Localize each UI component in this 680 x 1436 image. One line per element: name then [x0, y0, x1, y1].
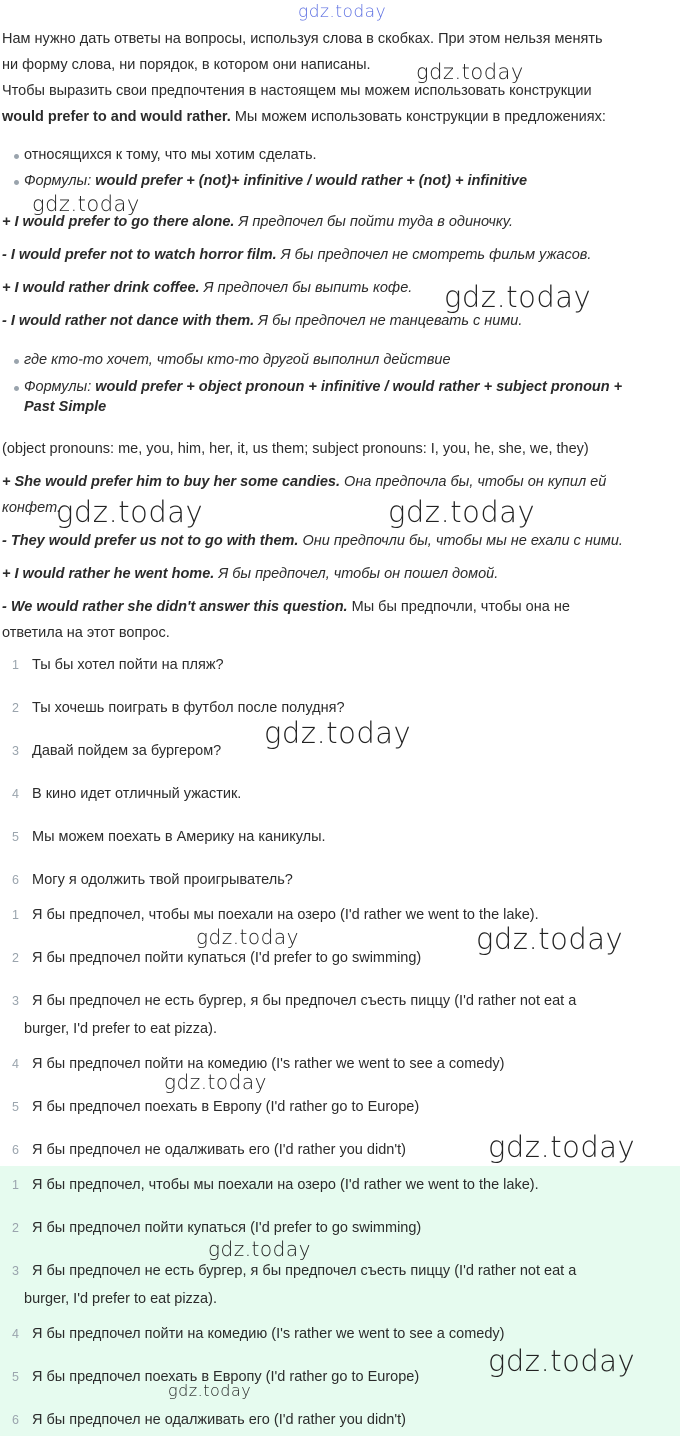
list-item: [0, 827, 680, 847]
example-en: - I would rather not dance with them.: [2, 313, 255, 329]
example: [2, 474, 606, 490]
item-number: 5: [12, 1370, 19, 1384]
item-text: Я бы предпочел не одалживать его (I'd rather you didn't): [32, 1412, 406, 1428]
item-text: В кино идет отличный ужастик.: [32, 786, 242, 802]
example: [2, 247, 591, 263]
example-en: - We would rather she didn't answer this question.: [2, 599, 348, 615]
bullet-dot: [14, 359, 19, 364]
list-item: [0, 1410, 680, 1430]
watermark: gdz.today: [488, 1130, 636, 1164]
watermark: gdz.today: [56, 495, 204, 529]
example: [2, 566, 498, 582]
example-ru: Я бы предпочел, чтобы он пошел домой.: [214, 566, 499, 582]
bullet-dot: [14, 154, 19, 159]
example-ru: ответила на этот вопрос.: [2, 625, 170, 641]
example: [2, 280, 412, 296]
watermark: gdz.today: [488, 1344, 636, 1378]
example-ru: Она предпочла бы, чтобы он купил ей: [340, 474, 607, 490]
watermark: gdz.today: [196, 925, 299, 949]
formula-label: Формулы:: [24, 173, 92, 189]
item-number: 1: [12, 1178, 19, 1192]
item-text: Я бы предпочел пойти на комедию (I's rather we went to see a comedy): [32, 1326, 505, 1342]
bullet-dot: [14, 386, 19, 391]
example-ru: Они предпочли бы, чтобы мы не ехали с ними.: [298, 533, 623, 549]
watermark: gdz.today: [264, 716, 412, 750]
example-en: - They would prefer us not to go with them.: [2, 533, 299, 549]
intro-text: Мы можем использовать конструкции в предложениях:: [230, 109, 606, 125]
example-en: + She would prefer him to buy her some candies.: [2, 474, 341, 490]
item-text: Я бы предпочел пойти купаться (I'd prefer to go swimming): [32, 1220, 422, 1236]
watermark: gdz.today: [32, 192, 140, 216]
example: [2, 533, 623, 549]
item-number: 4: [12, 787, 19, 801]
bullet-text: относящихся к тому, что мы хотим сделать.: [24, 147, 317, 163]
example-en: + I would rather he went home.: [2, 566, 215, 582]
item-text: Я бы предпочел не одалживать его (I'd rather you didn't): [32, 1142, 406, 1158]
list-item: [0, 1324, 680, 1344]
item-text: Ты хочешь поиграть в футбол после полудня?: [32, 700, 345, 716]
item-text: Могу я одолжить твой проигрыватель?: [32, 872, 293, 888]
list-item: [0, 1097, 680, 1117]
item-text: Мы можем поехать в Америку на каникулы.: [32, 829, 326, 845]
example: [2, 599, 570, 615]
watermark: gdz.today: [444, 280, 592, 314]
item-number: 4: [12, 1057, 19, 1071]
item-number: 3: [12, 744, 19, 758]
item-text: Я бы предпочел не есть бургер, я бы предпочел съесть пиццу (I'd rather not eat a: [32, 1263, 577, 1279]
bullet-text-inner: где кто-то хочет, чтобы кто-то другой выполнил действие: [24, 352, 451, 368]
watermark: gdz.today: [208, 1237, 311, 1261]
example-ru: Я предпочел бы выпить кофе.: [199, 280, 413, 296]
item-text: Я бы предпочел, чтобы мы поехали на озеро (I'd rather we went to the lake).: [32, 1177, 539, 1193]
list-item: [0, 698, 680, 718]
item-number: 4: [12, 1327, 19, 1341]
watermark: gdz.today: [168, 1381, 252, 1400]
item-number: 2: [12, 1221, 19, 1235]
list-item: [0, 870, 680, 890]
watermark: gdz.today: [416, 60, 524, 84]
item-text: Я бы предпочел пойти купаться (I'd prefer to go swimming): [32, 950, 422, 966]
item-text: Я бы предпочел поехать в Европу (I'd rather go to Europe): [32, 1369, 420, 1385]
item-text: burger, I'd prefer to eat pizza).: [24, 1291, 217, 1307]
example-en: + I would prefer to go there alone.: [2, 214, 235, 230]
item-number: 2: [12, 701, 19, 715]
bullet-formula: [24, 377, 622, 397]
example-ru: Я предпочел бы пойти туда в одиночку.: [234, 214, 514, 230]
watermark: gdz.today: [298, 2, 387, 22]
example-ru: Мы бы предпочли, чтобы она не: [347, 599, 570, 615]
formula-text: Past Simple: [24, 399, 107, 415]
item-text: Я бы предпочел, чтобы мы поехали на озеро (I'd rather we went to the lake).: [32, 907, 539, 923]
item-number: 6: [12, 1413, 19, 1427]
item-number: 6: [12, 873, 19, 887]
intro-line: Нам нужно дать ответы на вопросы, используя слова в скобках. При этом нельзя менять: [2, 31, 603, 47]
bullet-formula: [24, 171, 527, 191]
bullet-dot: [14, 180, 19, 185]
item-number: 3: [12, 994, 19, 1008]
item-number: 3: [12, 1264, 19, 1278]
formula-text: would prefer + (not)+ infinitive / would rather + (not) + infinitive: [91, 173, 528, 189]
list-item: [0, 991, 680, 1037]
intro-bold: would prefer to and would rather.: [2, 109, 231, 125]
item-text: Я бы предпочел не есть бургер, я бы предпочел съесть пиццу (I'd rather not eat a: [32, 993, 577, 1009]
example-en: - I would prefer not to watch horror film.: [2, 247, 277, 263]
formula-label: Формулы:: [24, 379, 92, 395]
intro-line: ни форму слова, ни порядок, в котором они написаны.: [2, 57, 371, 73]
list-item: [0, 784, 680, 804]
item-number: 1: [12, 908, 19, 922]
intro-line: [2, 109, 606, 125]
item-number: 1: [12, 658, 19, 672]
item-text: Давай пойдем за бургером?: [32, 743, 222, 759]
item-text: Я бы предпочел поехать в Европу (I'd rather go to Europe): [32, 1099, 420, 1115]
item-text: Я бы предпочел пойти на комедию (I's rather we went to see a comedy): [32, 1056, 505, 1072]
item-text: Ты бы хотел пойти на пляж?: [32, 657, 224, 673]
list-item: [0, 1175, 680, 1195]
watermark: gdz.today: [164, 1070, 267, 1094]
list-item: [0, 1218, 680, 1238]
example: [2, 313, 522, 329]
list-item: [0, 1367, 680, 1387]
watermark: gdz.today: [476, 922, 624, 956]
example-ru: Я бы предпочел не смотреть фильм ужасов.: [276, 247, 592, 263]
watermark: gdz.today: [388, 495, 536, 529]
example: [2, 214, 513, 230]
item-number: 5: [12, 1100, 19, 1114]
item-text: burger, I'd prefer to eat pizza).: [24, 1021, 217, 1037]
example-ru: конфет.: [2, 500, 62, 516]
list-item: [0, 655, 680, 675]
list-item: [0, 1261, 680, 1307]
list-item: [0, 1054, 680, 1074]
formula-text: would prefer + object pronoun + infinitive / would rather + subject pronoun +: [91, 379, 623, 395]
item-number: 5: [12, 830, 19, 844]
list-item: [0, 948, 680, 968]
bullet-text: [24, 350, 451, 370]
example-ru: Я бы предпочел не танцевать с ними.: [254, 313, 523, 329]
pronouns-note: (object pronouns: me, you, him, her, it, us them; subject pronouns: I, you, he, she, we, they): [2, 441, 589, 457]
example-en: + I would rather drink coffee.: [2, 280, 200, 296]
intro-line: Чтобы выразить свои предпочтения в настоящем мы можем использовать конструкции: [2, 83, 592, 99]
item-number: 2: [12, 951, 19, 965]
item-number: 6: [12, 1143, 19, 1157]
